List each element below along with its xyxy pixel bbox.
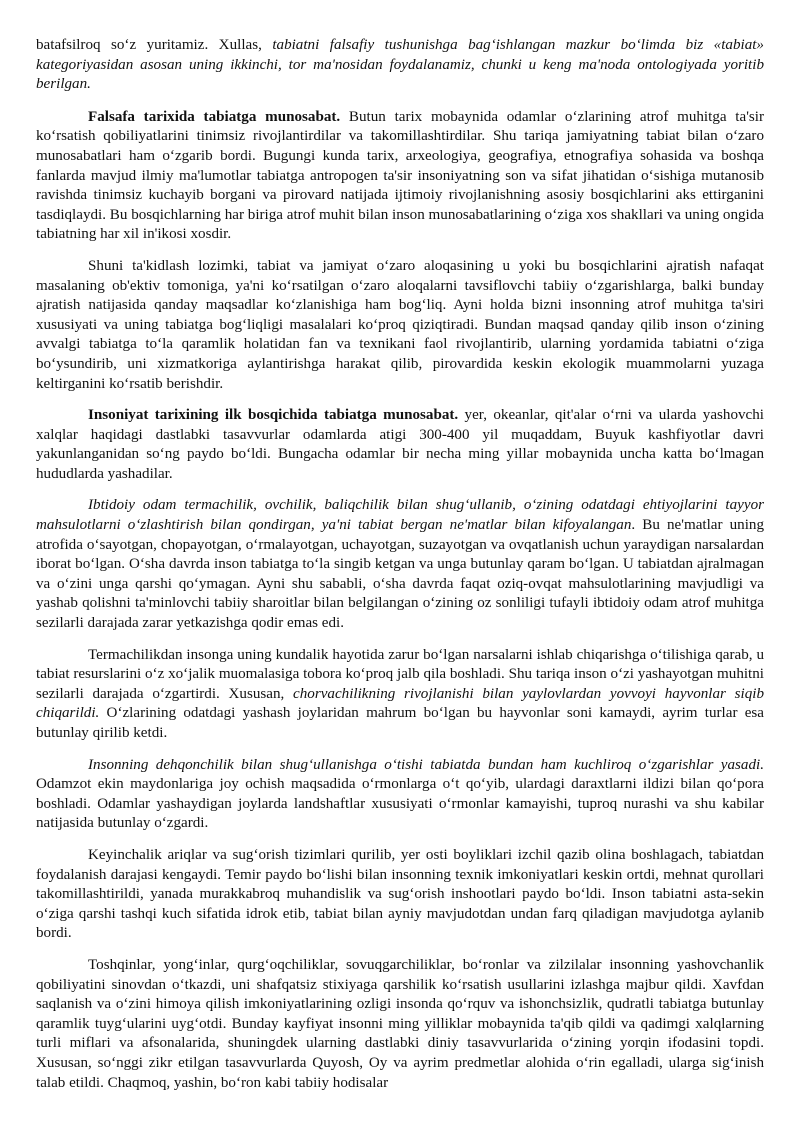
intro-text: batafsilroq so‘z yuritamiz. Xullas, <box>36 37 273 53</box>
paragraph-natural-disasters <box>36 956 764 1093</box>
paragraph-text: Termachilikdan insonga uning kundalik hayotida zarur bo‘lgan narsalarni ishlab chiqarishga o‘tilishiga qarab, u tabiat resurslarini o‘z xo‘jalik muomalasiga tobora ko‘proq jalb qila boshladi. Shu tariqa inson o‘zi yashayotgan muhitni sezilarli darajada o‘zgartirdi. Xususan, <box>36 646 764 702</box>
section-heading-philosophy-history: Falsafa tarixida tabiatga munosabat. <box>88 108 341 125</box>
paragraph-text: O‘zlarining odatdagi yashash joylaridan mahrum bo‘lgan bu hayvonlar soni kamaydi, ayrim turlar esa butunlay qirilib ketdi. <box>36 705 764 741</box>
paragraph-gathering <box>36 646 764 744</box>
section-heading-early-stage: Insoniyat tarixining ilk bosqichida tabiatga munosabat. <box>88 407 459 424</box>
paragraph-text: Butun tarix mobaynida odamlar o‘zlarining atrof muhitga ta'sir ko‘rsatish qobiliyatlarini tinimsiz rivojlantirdilar va takomillashtirdilar. Shu tariqa jamiyatning tabiat bilan o‘zaro munosabatlari ham o‘zgarib bordi. Bugungi kunda tarix, arxeologiya, geografiya, etnografiya sohasida va boshqa fanlarda mavjud ilmiy ma'lumotlar tabiatga antropogen ta'sir insoniyatning son va sifat jihatidan o‘sishiga mutanosib ravishda tinimsiz kuchayib borgani va pirovard natijada ijtimoiy rivojlanishning asosiy bosqichlarini aks ettirganini tasdiqlaydi. Bu bosqichlarning har biriga atrof muhit bilan inson munosabatlarining o‘ziga xos shakllari va uning ongida tabiatning har xil in'ikosi xosdir. <box>36 108 765 243</box>
paragraph-early-stage <box>36 406 764 484</box>
paragraph-text: Toshqinlar, yong‘inlar, qurg‘oqchiliklar, sovuqgarchiliklar, bo‘ronlar va zilzilalar insonning yashovchanlik qobiliyatini sinovdan o‘tkazdi, uni shafqatsiz stixiyaga qarshilik ko‘rsatish usullarini izlashga majbur qildi. Xavfdan saqlanish va o‘zini himoya qilish imkoniyatlarining ozligi insonda qo‘rquv va ishonchsizlik, qudratli tabiatga butunlay qaramlik tuyg‘ularini uyg‘otdi. Bunday kayfiyat insonni ming yilliklar mobaynida ta'qib qildi va qadimgi xalqlarning turli miflari va afsonalarida, shuningdek ularning dastlabki diniy tasavvurlarida o‘zining yorqin ifodasini topdi. Xususan, so‘nggi zikr etilgan tasavvurlarda Quyosh, Oy va ayrim predmetlar alohida o‘rin egalladi, ularga sig‘inish talab etildi. Chaqmoq, yashin, bo‘ron kabi tabiiy hodisalar <box>36 956 764 1091</box>
paragraph-text: Odamzot ekin maydonlariga joy ochish maqsadida o‘rmonlarga o‘t qo‘yib, ulardagi daraxtlarni ildizi bilan qo‘pora boshladi. Odamlar yashaydigan joylarda landshaftlar xususiyati o‘rmonlar kamayishi, tuproq nurashi va shu kabilar natijasida butunlay o‘zgardi. <box>36 776 764 832</box>
paragraph-text: Keyinchalik ariqlar va sug‘orish tizimlari qurilib, yer osti boyliklari izchil qazib olina boshlagach, tabiatdan foydalanish darajasi kengaydi. Temir paydo bo‘lishi bilan insonning texnik imkoniyatlari keskin ortdi, mehnat qurollari takomillashtirildi, yanada murakkabroq muhandislik va sug‘orish inshootlari paydo bo‘ldi. Inson tabiatni asta-sekin o‘ziga qarshi tashqi kuch sifatida idrok etib, tabiat bilan ayniy mavjudotdan undan farq qiladigan mavjudotga aylanib bordi. <box>36 846 764 942</box>
paragraph-agriculture <box>36 756 764 834</box>
paragraph-italic-text: Insonning dehqonchilik bilan shug‘ullanishga o‘tishi tabiatda bundan ham kuchliroq o‘zgarishlar yasadi. <box>88 756 764 773</box>
paragraph-stages <box>36 257 764 394</box>
paragraph-philosophy-history <box>36 108 764 245</box>
paragraph-text: yer, okeanlar, qit'alar o‘rni va ularda yashovchi xalqlar haqidagi dastlabki tasavvurlar odamlarda atigi 300-400 yil muqaddam, Buyuk kashfiyotlar davri yakunlanganidan so‘ng paydo bo‘ldi. Bungacha odamlar bir necha ming yillar mobaynida uncha katta bo‘lmagan hududlarda yashadilar. <box>36 407 764 482</box>
paragraph-text: . Bu ne'matlar uning atrofida o‘sayotgan, chopayotgan, o‘rmalayotgan, uchayotgan, suzayotgan va ovqatlanish uchun yaraydigan narsalardan iborat bo‘lgan. O‘sha davrda inson tabiatga to‘la singib ketgan va unga butunlay qaram bo‘lgan. U tabiatdan ajralmagan va o‘zini unga qarshi qo‘ymagan. Ayni shu sababli, o‘sha davrda faqat oziq-ovqat mahsulotlarining mavjudligi va yashab qolishni ta'minlovchi tabiiy sharoitlar bilan belgilangan o‘zining oz sonliligi tufayli ibtidoiy odam atrof muhitga sezilarli darajada zarar yetkazishga qodir emas edi. <box>36 517 764 632</box>
intro-italic-text: tabiatni falsafiy tushunishga bag‘ishlangan mazkur bo‘limda biz «tabiat» kategoriyasidan asosan uning ikkinchi, tor ma'nosidan foydalanamiz, chunki u keng ma'noda ontologiyada yoritib berilgan. <box>36 37 764 93</box>
paragraph-text: Shuni ta'kidlash lozimki, tabiat va jamiyat o‘zaro aloqasining u yoki bu bosqichlarini ajratish nafaqat masalaning ob'ektiv tomoniga, ya'ni ko‘rsatilgan o‘zaro aloqalarni tavsiflovchi tabiiy o‘zgarishlarga, balki bunday ajratish natijasida qanday maqsadlar ko‘zlanishiga ham bog‘liq. Ayni holda bizni insonning atrof muhitga ta'siri xususiyati va uning tabiatga bog‘liqligi masalalari ko‘proq qiziqtiradi. Bundan maqsad qanday qilib inson o‘zining avvalgi tabiatga to‘la qaramlik holatidan fan va texnikani faol rivojlantirib, ularning yordamida tabiatni o‘ziga bo‘ysundirib, uni xizmatkoriga aylantirishga harakat qilib, pirovardida keskin ekologik muammolarni yuzaga keltirganini ko‘rsatib berishdir. <box>36 257 764 392</box>
paragraph-intro <box>36 36 764 95</box>
paragraph-primitive-man <box>36 496 764 633</box>
paragraph-italic-text: chorvachilikning rivojlanishi bilan yaylovlardan yovvoyi hayvonlar siqib chiqarildi. <box>36 685 765 722</box>
paragraph-italic-text: Ibtidoiy odam termachilik, ovchilik, baliqchilik bilan shug‘ullanib, o‘zining odatdagi ehtiyojlarini tayyor mahsulotlarni o‘zlashtirish bilan qondirgan, ya'ni tabiat bergan ne'matlar bilan kifoyalangan <box>36 497 764 534</box>
paragraph-irrigation <box>36 846 764 944</box>
